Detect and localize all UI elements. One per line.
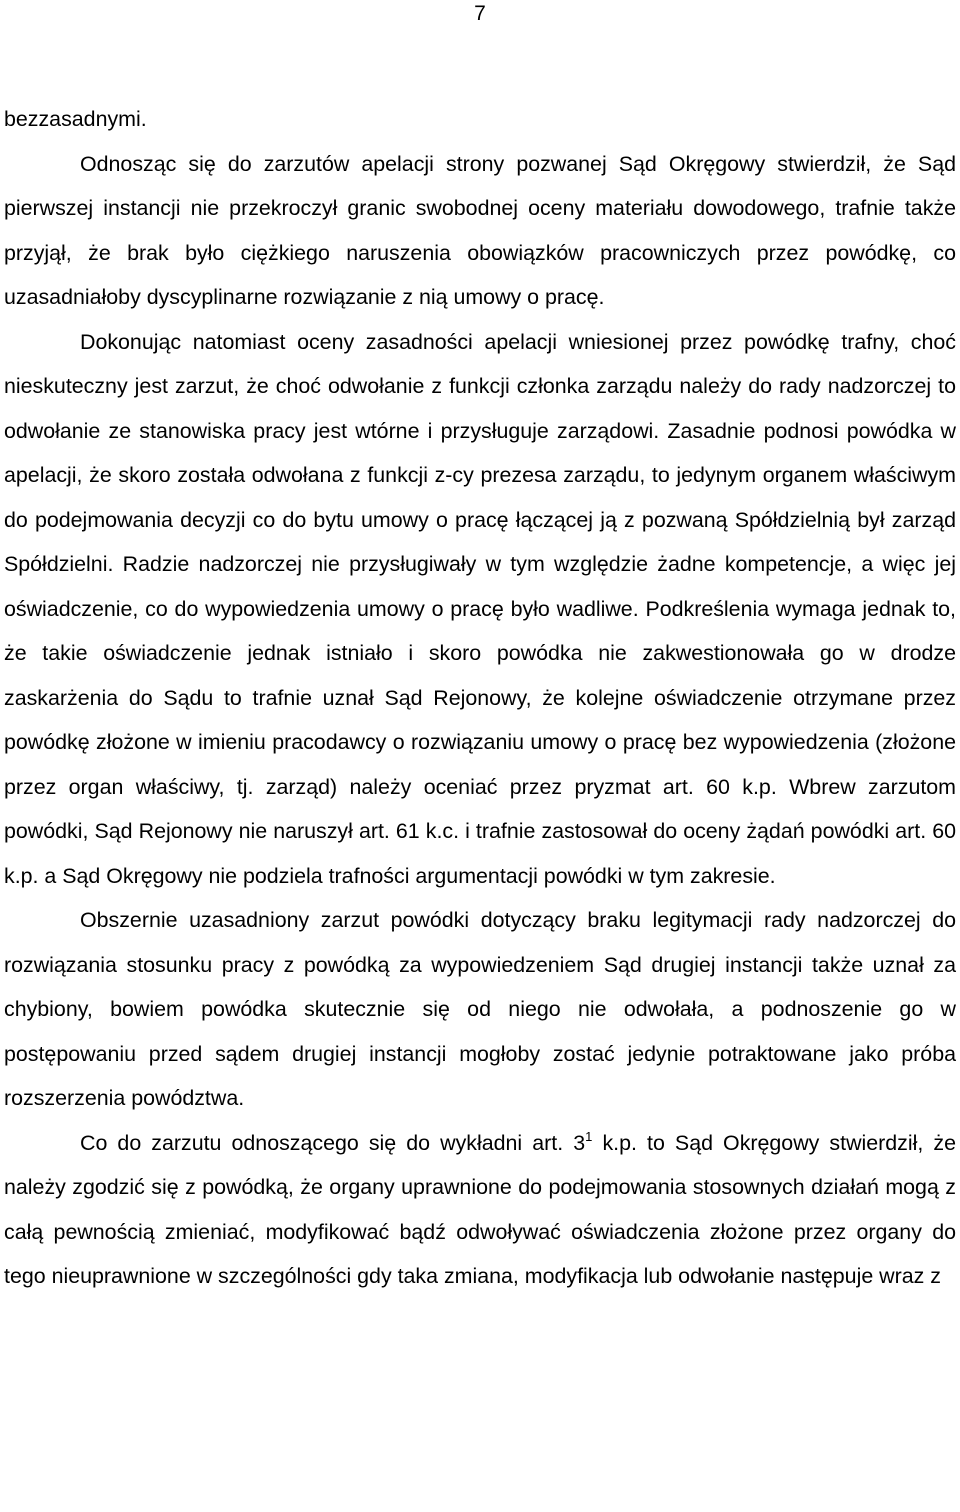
paragraph-continuation: bezzasadnymi. — [4, 107, 147, 131]
paragraph-interpretation — [4, 1121, 956, 1299]
paragraph-appeal-defendant: Odnosząc się do zarzutów apelacji strony pozwanej Sąd Okręgowy stwierdził, że Sąd pierwszej instancji nie przekroczył granic swobodnej oceny materiału dowodowego, trafnie także przyjął, że brak było ciężkiego naruszenia obowiązków pracowniczych przez powódkę, co uzasadniałoby dyscyplinarne rozwiązanie z nią umowy o pracę. — [4, 151, 956, 309]
paragraph-text-after: k.p. to Sąd Okręgowy stwierdził, że należy zgodzić się z powódką, że organy uprawnione do podejmowania stosownych działań mogą z całą pewnością zmieniać, modyfikować bądź odwoływać oświadczenia złożone przez organy do tego nieuprawnione w szczególności gdy taka zmiana, modyfikacja lub odwołanie następuje wraz z — [4, 1130, 956, 1288]
page-number: 7 — [474, 2, 486, 25]
article-superscript: 1 — [585, 1128, 593, 1144]
paragraph-appeal-plaintiff: Dokonując natomiast oceny zasadności apelacji wniesionej przez powódkę trafny, choć nieskuteczny jest zarzut, że choć odwołanie z funkcji członka zarządu należy do rady nadzorczej to odwołanie ze stanowiska pracy jest wtórne i przysługuje zarządowi. Zasadnie podnosi powódka w apelacji, że skoro została odwołana z funkcji z-cy prezesa zarządu, to jedynym organem właściwym do podejmowania decyzji co do bytu umowy o pracę łączącej ją z pozwaną Spółdzielnią był zarząd Spółdzielni. Radzie nadzorczej nie przysługiwały w tym względzie żadne kompetencje, a więc jej oświadczenie, co do wypowiedzenia umowy o pracę było wadliwe. Podkreślenia wymaga jednak to, że takie oświadczenie jednak istniało i skoro powódka nie zakwestionowała go w drodze zaskarżenia do Sądu to trafnie uznał Sąd Rejonowy, że kolejne oświadczenie otrzymane przez powódkę złożone w imieniu pracodawcy o rozwiązaniu umowy o pracę bez wypowiedzenia (złożone przez organ właściwy, tj. zarząd) należy oceniać przez pryzmat art. 60 k.p. Wbrew zarzutom powódki, Sąd Rejonowy nie naruszył art. 61 k.c. i trafnie zastosował do oceny żądań powódki art. 60 k.p. a Sąd Okręgowy nie podziela trafności argumentacji powódki w tym zakresie. — [4, 329, 956, 888]
paragraph-text-before: Co do zarzutu odnoszącego się do wykładni art. 3 — [80, 1130, 586, 1155]
paragraph-supervisory-board: Obszernie uzasadniony zarzut powódki dotyczący braku legitymacji rady nadzorczej do rozwiązania stosunku pracy z powódką za wypowiedzeniem Sąd drugiej instancji także uznał za chybiony, bowiem powódka skutecznie się od niego nie odwołała, a podnoszenie go w postępowaniu przed sądem drugiej instancji mogłoby zostać jedynie potraktowane jako próba rozszerzenia powództwa. — [4, 908, 956, 1110]
document-body — [4, 97, 956, 1299]
